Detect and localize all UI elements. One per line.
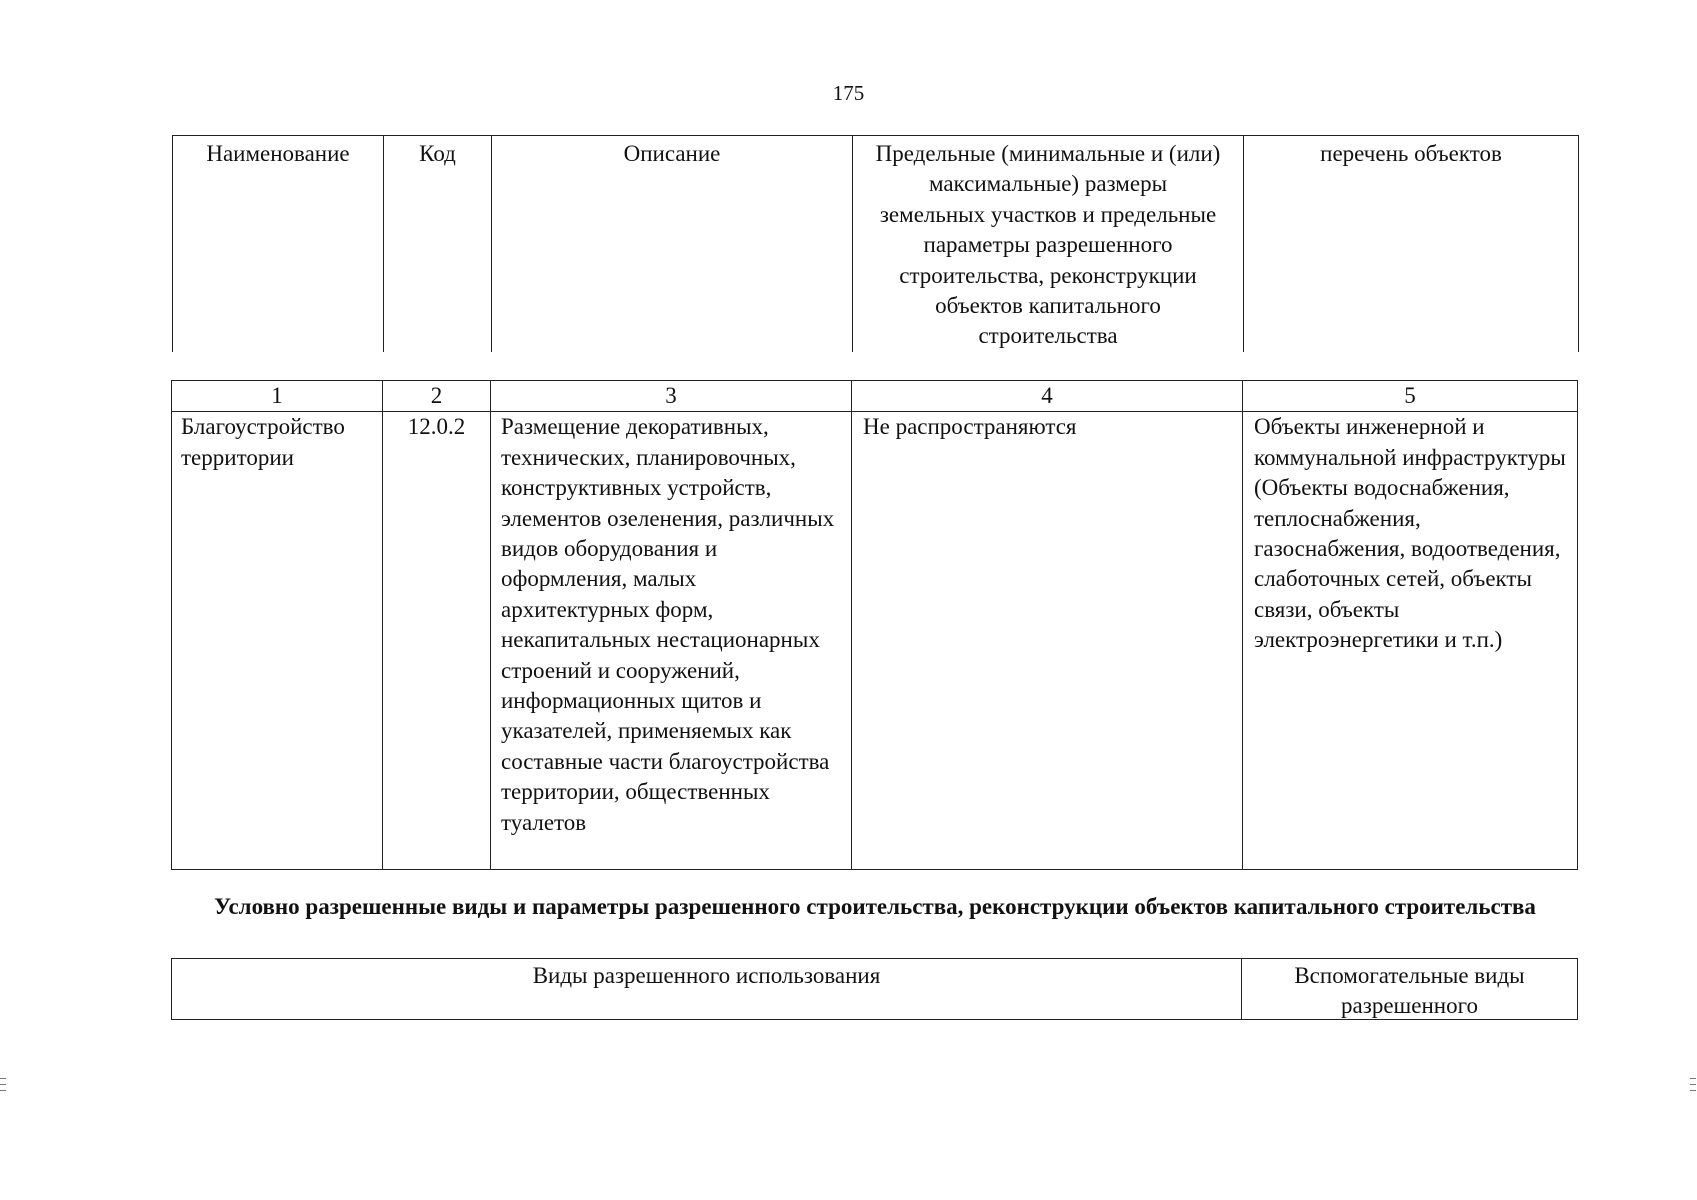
cell-description: Размещение декоративных, технических, планировочных, конструктивных устройств, элементов озеленения, различных видов оборудования и оформления, малых архитектурных форм, некапитальных нестационарных строений и сооружений, информационных щитов и указателей, применяемых как составные части благоустройства территории, общественных туалетов [491,412,852,870]
cell-name: Благоустройство территории [172,412,383,870]
scan-edge-mark [1690,1090,1696,1091]
column-number: 5 [1243,381,1578,412]
column-number: 1 [172,381,383,412]
header-auxiliary-uses [1242,959,1578,1020]
header-permitted-uses-text: Виды разрешенного использования [532,963,881,988]
column-number: 3 [491,381,852,412]
bottom-table [171,958,1578,1020]
scan-edge-mark [0,1078,6,1079]
header-description: Описание [492,136,853,352]
cell-limits: Не распространяются [852,412,1243,870]
scan-edge-mark [0,1084,6,1085]
header-name: Наименование [173,136,384,352]
page-number: 175 [832,81,865,105]
section-title: Условно разрешенные виды и параметры разрешенного строительства, реконструкции объектов капитального строительства [214,894,1536,919]
header-code: Код [384,136,492,352]
header-permitted-uses [172,959,1242,1020]
bottom-header-row [172,959,1578,1020]
column-number: 4 [852,381,1243,412]
scan-edge-mark [1690,1084,1696,1085]
table-row [172,412,1578,870]
scan-edge-mark [1690,1078,1696,1079]
header-auxiliary-uses-text: Вспомогательные виды разрешенного [1294,963,1525,1018]
data-table [171,380,1578,870]
header-table [172,135,1579,352]
cell-code: 12.0.2 [383,412,491,870]
header-row [173,136,1579,352]
column-number-row [172,381,1578,412]
scan-edge-mark [0,1090,6,1091]
header-objects: перечень объектов [1244,136,1579,352]
column-number: 2 [383,381,491,412]
cell-objects: Объекты инженерной и коммунальной инфраструктуры (Объекты водоснабжения, теплоснабжения, газоснабжения, водоотведения, слаботочных сетей, объекты связи, объекты электроэнергетики и т.п.) [1243,412,1578,870]
header-limits: Предельные (минимальные и (или) максимальные) размеры земельных участков и предельные параметры разрешенного строительства, реконструкции объектов капитального строительства [853,136,1244,352]
